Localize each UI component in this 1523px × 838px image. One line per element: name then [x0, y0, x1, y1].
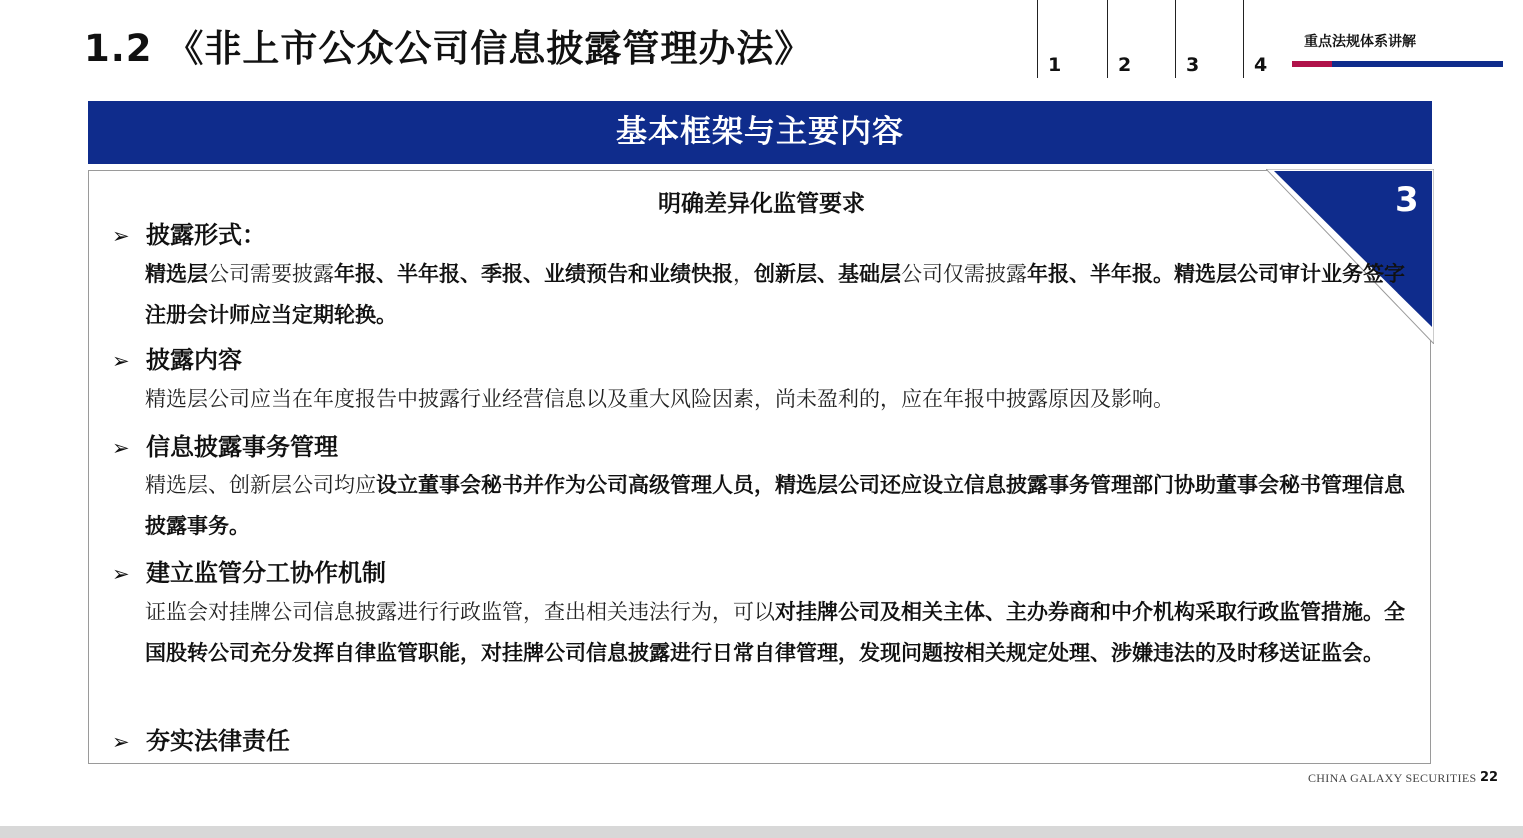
section-tab-4[interactable]: 4: [1243, 0, 1288, 78]
section-tab-2[interactable]: 2: [1107, 0, 1176, 78]
emphasis-text: 创新层、基础层: [754, 262, 901, 286]
section-tabs: [1037, 0, 1287, 78]
body-text: 精选层、创新层公司均应: [145, 473, 376, 497]
item-heading-disclosure-content: ➢ 披露内容: [112, 346, 242, 374]
arrow-bullet-icon: ➢: [112, 562, 130, 586]
body-text: 证监会对挂牌公司信息披露进行行政监管，查出相关违法行为，可以: [145, 600, 775, 624]
body-text: 精选层公司应当在年度报告中披露行业经营信息以及重大风险因素，尚未盈利的，应在年报中披露原因及影响。: [145, 387, 1174, 411]
arrow-bullet-icon: ➢: [112, 349, 130, 373]
corner-number: 3: [1395, 180, 1419, 220]
item-body-disclosure-form: [145, 254, 1405, 336]
body-text: 公司仅需披露: [901, 262, 1027, 286]
section-banner: 基本框架与主要内容: [88, 101, 1432, 164]
item-heading-disclosure-affairs: ➢ 信息披露事务管理: [112, 433, 338, 461]
slide-title: 1.2 《非上市公众公司信息披露管理办法》: [84, 27, 813, 70]
item-heading-legal-liability: ➢ 夯实法律责任: [112, 727, 290, 755]
section-tab-1[interactable]: 1: [1037, 0, 1106, 78]
arrow-bullet-icon: ➢: [112, 436, 130, 460]
emphasis-text: 年报、半年报、季报、业绩预告和业绩快报: [334, 262, 733, 286]
arrow-bullet-icon: ➢: [112, 730, 130, 754]
item-body-disclosure-affairs: [145, 465, 1405, 547]
item-body-disclosure-content: [145, 379, 1405, 420]
item-body-regulatory-cooperation: [145, 592, 1405, 674]
footer-brand: CHINA GALAXY SECURITIES: [1308, 771, 1477, 785]
bottom-strip: [0, 826, 1523, 838]
item-heading-regulatory-cooperation: ➢ 建立监管分工协作机制: [112, 559, 386, 587]
arrow-bullet-icon: ➢: [112, 224, 130, 248]
body-text: ，: [733, 262, 754, 286]
item-heading-disclosure-form: ➢ 披露形式：: [112, 221, 266, 249]
topic-label: 重点法规体系讲解: [1304, 34, 1416, 50]
emphasis-text: 设立董事会秘书并作为公司高级管理人员，精选层公司还应设立信息披露事务管理部门协助董事会秘书管理信息披露事务。: [145, 473, 1405, 538]
emphasis-text: 年报、半年报。精选层公司审计业务签字注册会计师应当定期轮换。: [145, 262, 1405, 327]
emphasis-text: 对挂牌公司及相关主体、主办券商和中介机构采取行政监管措施。全国股转公司充分发挥自律监管职能，对挂牌公司信息披露进行日常自律管理，发现问题按相关规定处理、涉嫌违法的及时移送证监会。: [145, 600, 1405, 665]
page-number: 22: [1480, 770, 1499, 785]
panel-subtitle: 明确差异化监管要求: [658, 191, 865, 217]
section-tab-3[interactable]: 3: [1175, 0, 1244, 78]
body-text: 公司需要披露: [208, 262, 334, 286]
topic-accent-bar: [1292, 61, 1503, 67]
emphasis-text: 精选层: [145, 262, 208, 286]
